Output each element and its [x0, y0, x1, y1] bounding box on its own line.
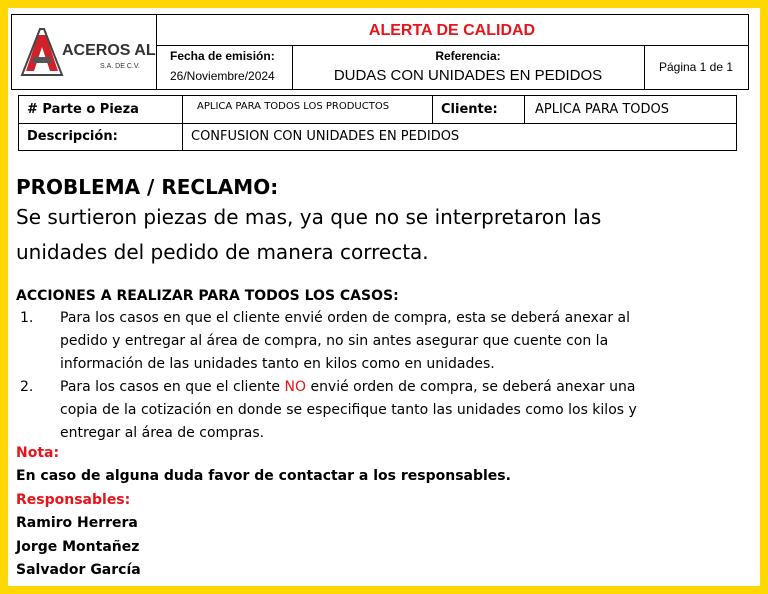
responsable-name: Salvador García: [16, 562, 141, 578]
nota-text: En caso de alguna duda favor de contactar a los responsables.: [16, 468, 511, 484]
cliente-label-cell: [433, 96, 525, 124]
fecha-cell: [156, 45, 293, 89]
descripcion-label-cell: [19, 124, 183, 150]
parte-label: # Parte o Pieza: [27, 102, 139, 117]
problema-heading: PROBLEMA / RECLAMO:: [16, 175, 279, 199]
referencia-value: DUDAS CON UNIDADES EN PEDIDOS: [333, 67, 603, 84]
parte-label-cell: [19, 96, 183, 124]
parte-value: APLICA PARA TODOS LOS PRODUCTOS: [197, 101, 390, 112]
cliente-value: APLICA PARA TODOS: [535, 102, 670, 117]
logo-text-suffix: S.A. DE C.V.: [100, 63, 140, 70]
descripcion-value: CONFUSION CON UNIDADES EN PEDIDOS: [191, 129, 460, 144]
accion-2-no-highlight: NO: [284, 379, 306, 395]
page-number: Página 1 de 1: [658, 60, 734, 74]
responsables-label: Responsables:: [16, 492, 131, 508]
acciones-heading: ACCIONES A REALIZAR PARA TODOS LOS CASOS:: [16, 288, 399, 304]
fecha-value: 26/Noviembre/2024: [170, 69, 275, 83]
pagina-cell: [644, 45, 748, 89]
accion-2-line1-post: envié orden de compra, se deberá anexar una: [306, 379, 636, 395]
cliente-value-cell: [525, 96, 736, 124]
responsable-name: Ramiro Herrera: [16, 515, 138, 531]
accion-2-line2: copia de la cotización en donde se especifique tanto las unidades como los kilos y: [60, 402, 637, 418]
problema-text-line2: unidades del pedido de manera correcta.: [16, 240, 429, 264]
accion-1-line1: Para los casos en que el cliente envié orden de compra, esta se deberá anexar al: [60, 310, 631, 326]
responsable-name: Jorge Montañez: [16, 539, 140, 555]
logo-text-aceros: ACEROS ALI: [62, 42, 156, 59]
fecha-label: Fecha de emisión:: [170, 49, 275, 63]
accion-2-line1-pre: Para los casos en que el cliente: [60, 379, 285, 395]
company-logo: [12, 15, 156, 89]
descripcion-label: Descripción:: [27, 129, 118, 144]
accion-2-line1: [60, 379, 635, 395]
alert-title: ALERTA DE CALIDAD: [368, 22, 536, 39]
parte-value-cell: [183, 96, 433, 124]
accion-2-number: 2.: [20, 379, 34, 395]
accion-1-number: 1.: [20, 310, 34, 326]
title-row: [156, 15, 748, 46]
descripcion-value-cell: [183, 124, 736, 150]
referencia-label: Referencia:: [435, 49, 501, 63]
nota-label: Nota:: [16, 445, 60, 461]
header-table: [11, 14, 749, 90]
problema-text-line1: Se surtieron piezas de mas, ya que no se interpretaron las: [16, 205, 602, 229]
accion-2-line3: entregar al área de compras.: [60, 425, 265, 441]
accion-1-line2: pedido y entregar al área de compra, no sin antes asegurar que cuente con la: [60, 333, 609, 349]
referencia-cell: [292, 45, 645, 89]
accion-1-line3: información de las unidades tanto en kilos como en unidades.: [60, 356, 495, 372]
logo-cell: [12, 15, 157, 89]
cliente-label: Cliente:: [441, 102, 498, 117]
info-table: [18, 95, 737, 151]
